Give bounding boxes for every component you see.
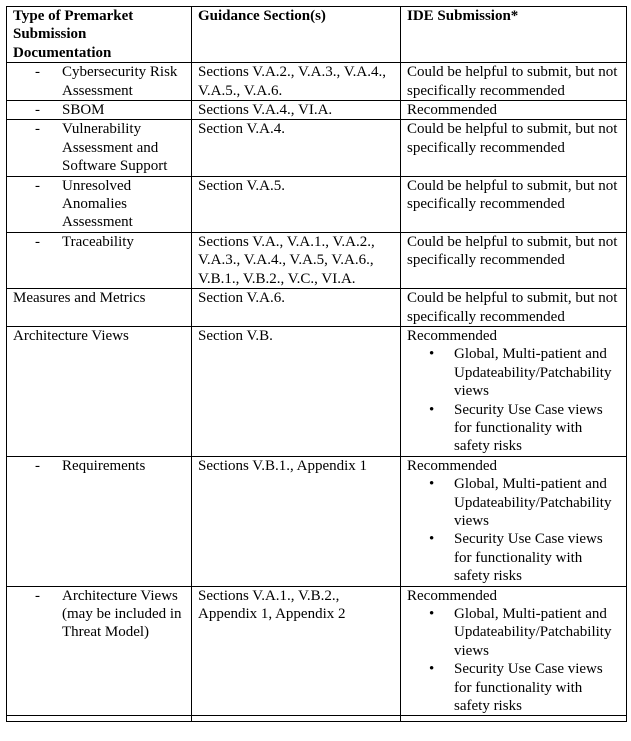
cell-documentation-type [7,232,192,288]
ide-recommendation-text: Recommended [407,102,497,119]
sub-item-dash: - [35,121,40,138]
ide-recommendation-text: Recommended [407,457,497,474]
cell-guidance-sections: Sections V.A.1., V.B.2., Appendix 1, Appendix 2 [192,586,401,716]
cell-guidance-sections: Sections V.B.1., Appendix 1 [192,456,401,586]
header-guidance-sections: Guidance Section(s) [192,7,401,63]
cell-documentation-type [7,586,192,716]
cell-documentation-type [7,456,192,586]
list-item: • Global, Multi-patient and Updateability/Patchability views [454,345,620,400]
documentation-type-label: Architecture Views [13,327,129,344]
documentation-type-label: SBOM [62,102,105,119]
table-row [7,586,627,716]
cell-ide-submission [401,101,627,120]
cell-guidance-sections: Section V.A.6. [192,289,401,327]
cell-guidance-sections: Section V.B. [192,326,401,456]
table-body [7,63,627,722]
table-row [7,63,627,101]
cell-guidance-sections: Sections V.A.2., V.A.3., V.A.4., V.A.5., V.A.6. [192,63,401,101]
cell-ide-submission [401,289,627,327]
table-row [7,101,627,120]
table-row [7,326,627,456]
sub-item-dash: - [35,102,40,119]
cell-ide-submission [401,456,627,586]
cell-empty [401,716,627,722]
list-item: • Security Use Case views for functionality with safety risks [454,660,620,715]
premarket-documentation-table [6,6,627,722]
header-type-of-documentation: Type of Premarket Submission Documentation [7,7,192,63]
table-row [7,289,627,327]
ide-recommendation-text: Could be helpful to submit, but not specifically recommended [407,233,618,269]
header-ide-submission: IDE Submission* [401,7,627,63]
ide-recommendation-text: Could be helpful to submit, but not specifically recommended [407,177,618,213]
cell-documentation-type [7,289,192,327]
recommended-views-list [407,605,620,715]
sub-item-dash: - [35,233,40,250]
cell-ide-submission [401,63,627,101]
cell-ide-submission [401,586,627,716]
ide-recommendation-text: Could be helpful to submit, but not specifically recommended [407,290,618,325]
cell-documentation-type [7,120,192,176]
cell-documentation-type [7,326,192,456]
documentation-type-label: Vulnerability Assessment and Software Support [62,121,168,175]
cell-guidance-sections: Section V.A.5. [192,176,401,232]
sub-item-dash: - [35,177,40,194]
cell-documentation-type [7,176,192,232]
table-row [7,120,627,176]
cell-guidance-sections: Sections V.A.4., VI.A. [192,101,401,120]
ide-recommendation-text: Recommended [407,327,497,344]
cell-ide-submission [401,176,627,232]
sub-item-dash: - [35,457,40,474]
documentation-type-label: Unresolved Anomalies Assessment [62,177,133,231]
documentation-type-label: Requirements [62,457,146,474]
list-item: • Security Use Case views for functionality with safety risks [454,530,620,585]
recommended-views-list [407,345,620,455]
list-item: • Global, Multi-patient and Updateability/Patchability views [454,475,620,530]
ide-recommendation-text: Could be helpful to submit, but not specifically recommended [407,121,618,156]
cell-empty [7,716,192,722]
documentation-type-label: Cybersecurity Risk Assessment [62,64,178,99]
documentation-type-label: Architecture Views (may be included in Threat Model) [62,587,182,641]
cell-documentation-type [7,63,192,101]
table-header-row [7,7,627,63]
cell-guidance-sections: Section V.A.4. [192,120,401,176]
cell-guidance-sections: Sections V.A., V.A.1., V.A.2., V.A.3., V.A.4., V.A.5, V.A.6., V.B.1., V.B.2., V.C., VI.A. [192,232,401,288]
cell-empty [192,716,401,722]
cell-ide-submission [401,326,627,456]
table-row [7,232,627,288]
cell-ide-submission [401,232,627,288]
list-item: • Security Use Case views for functionality with safety risks [454,401,620,456]
cell-ide-submission [401,120,627,176]
ide-recommendation-text: Recommended [407,587,497,604]
ide-recommendation-text: Could be helpful to submit, but not specifically recommended [407,64,618,99]
recommended-views-list [407,475,620,585]
sub-item-dash: - [35,64,40,81]
sub-item-dash: - [35,587,40,604]
table-row-partial [7,716,627,722]
table-row [7,176,627,232]
documentation-type-label: Measures and Metrics [13,290,146,307]
documentation-type-label: Traceability [62,233,134,250]
list-item: • Global, Multi-patient and Updateability/Patchability views [454,605,620,660]
cell-documentation-type [7,101,192,120]
table-row [7,456,627,586]
